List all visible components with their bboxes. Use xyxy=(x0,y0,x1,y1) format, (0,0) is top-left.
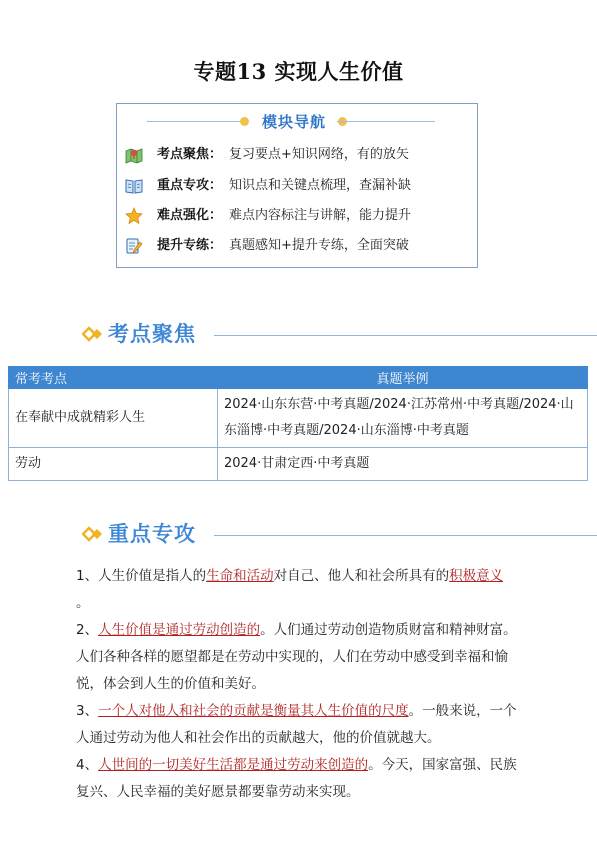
nav-item-label: 难点强化： xyxy=(157,208,223,223)
text-run: 3、 xyxy=(76,703,99,719)
star-icon xyxy=(125,207,143,225)
double-diamond-icon xyxy=(82,325,104,343)
table-cell: 2024·甘肃定西·中考真题 xyxy=(218,448,588,481)
section-divider xyxy=(214,335,597,336)
exam-points-table xyxy=(8,366,588,481)
page-title: 专题13 实现人生价值 xyxy=(193,59,404,84)
text-run: 4、 xyxy=(76,757,99,773)
text-run: 1、人生价值是指人的 xyxy=(76,568,207,584)
double-diamond-icon xyxy=(82,525,104,543)
nav-item-practice xyxy=(125,235,471,257)
table-header-cell: 常考考点 xyxy=(9,367,218,389)
nav-item-desc: 难点内容标注与讲解，能力提升 xyxy=(229,208,412,223)
point-paragraph xyxy=(76,563,526,617)
text-run: 。今天，国家富强、民族复兴、人民幸福的美好愿景都要靠劳动来实现。 xyxy=(76,757,517,800)
text-run: 2、 xyxy=(76,622,99,638)
nav-item-difficult xyxy=(125,205,471,227)
module-navigation-box xyxy=(116,103,478,268)
section-header-focus xyxy=(0,319,597,349)
nav-item-key-points xyxy=(125,175,471,197)
nav-item-label: 重点专攻： xyxy=(157,178,223,193)
table-cell: 2024·山东东营·中考真题/2024·江苏常州·中考真题/2024·山东淄博·中考真题/2024·山东淄博·中考真题 xyxy=(218,389,588,448)
key-points-text xyxy=(76,563,526,806)
nav-item-desc: 复习要点+知识网络，有的放矢 xyxy=(229,147,409,162)
point-paragraph xyxy=(76,698,526,752)
nav-dot-left-icon xyxy=(240,117,249,126)
nav-title: 模块导航 xyxy=(261,113,326,131)
nav-divider-right xyxy=(337,121,435,122)
nav-item-desc: 真题感知+提升专练，全面突破 xyxy=(229,238,409,253)
text-run: 对自己、他人和社会所具有的 xyxy=(273,568,450,584)
nav-item-label: 提升专练： xyxy=(157,238,223,253)
nav-item-desc: 知识点和关键点梳理，查漏补缺 xyxy=(229,178,412,193)
table-cell: 劳动 xyxy=(9,448,218,481)
point-paragraph xyxy=(76,752,526,806)
table-header-row xyxy=(9,367,588,389)
highlight-text: 积极意义 xyxy=(449,568,504,584)
section-header-key-points xyxy=(0,519,597,549)
highlight-text: 一个人对他人和社会的贡献是衡量其人生价值的尺度 xyxy=(98,703,409,719)
section-divider xyxy=(214,535,597,536)
highlight-text: 人世间的一切美好生活都是通过劳动来创造的 xyxy=(98,757,369,773)
section-title: 重点专攻 xyxy=(108,522,196,546)
table-row xyxy=(9,448,588,481)
nav-item-focus xyxy=(125,144,471,166)
table-cell: 在奉献中成就精彩人生 xyxy=(9,389,218,448)
nav-item-label: 考点聚焦： xyxy=(157,147,223,162)
point-paragraph xyxy=(76,617,526,698)
nav-divider-left xyxy=(147,121,243,122)
highlight-text: 生命和活动 xyxy=(206,568,274,584)
text-run: 。人们通过劳动创造物质财富和精神财富。人们各种各样的愿望都是在劳动中实现的，人们在劳动中感受到幸福和愉悦，体会到人生的价值和美好。 xyxy=(76,622,517,692)
table-row xyxy=(9,389,588,448)
book-icon xyxy=(125,177,143,195)
text-run: 。 xyxy=(76,595,90,611)
nav-header xyxy=(117,110,477,132)
text-run: 。一般来说，一个人通过劳动为他人和社会作出的贡献越大，他的价值就越大。 xyxy=(76,703,517,746)
edit-icon xyxy=(125,237,143,255)
map-pin-icon xyxy=(125,146,143,164)
section-title: 考点聚焦 xyxy=(108,322,196,346)
table-header-cell: 真题举例 xyxy=(218,367,588,389)
highlight-text: 人生价值是通过劳动创造的 xyxy=(98,622,261,638)
